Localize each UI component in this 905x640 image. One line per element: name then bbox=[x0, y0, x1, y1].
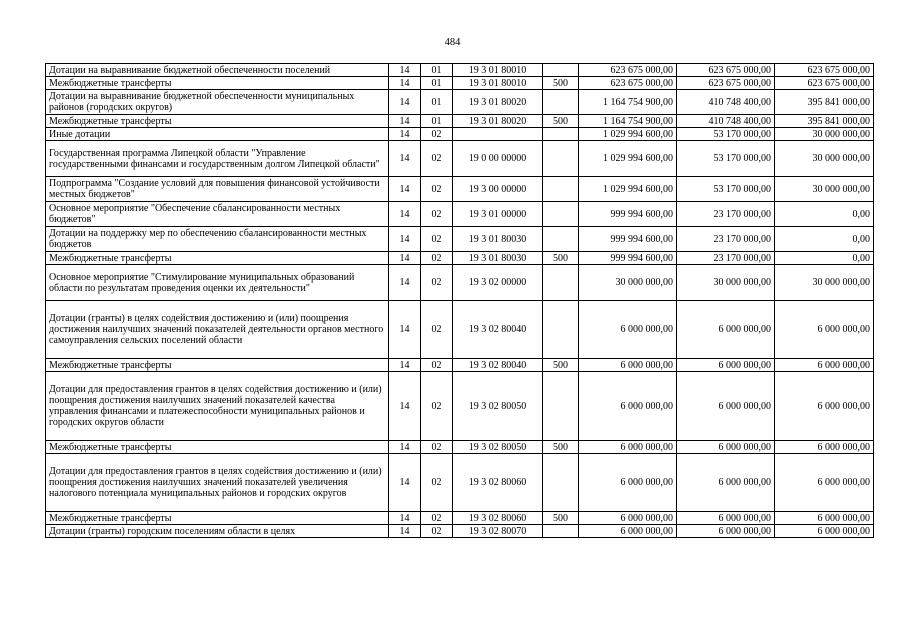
amount-year2-cell: 623 675 000,00 bbox=[677, 64, 775, 77]
table-row bbox=[46, 128, 874, 141]
row-name-cell: Межбюджетные трансферты bbox=[46, 441, 389, 454]
table-row bbox=[46, 64, 874, 77]
subsection-code-cell: 02 bbox=[421, 202, 453, 227]
row-name-cell: Дотации для предоставления грантов в целях содействия достижению и (или) поощрения достижения наилучших значений показателей увеличения налогового потенциала муниципальных районов и городских округов bbox=[46, 454, 389, 512]
target-article-cell: 19 3 02 80050 bbox=[453, 441, 543, 454]
section-code-cell: 14 bbox=[389, 441, 421, 454]
section-code-cell: 14 bbox=[389, 227, 421, 252]
subsection-code-cell: 01 bbox=[421, 64, 453, 77]
table-row bbox=[46, 359, 874, 372]
subsection-code-cell: 02 bbox=[421, 372, 453, 441]
table-row bbox=[46, 512, 874, 525]
subsection-code-cell: 02 bbox=[421, 512, 453, 525]
expense-type-cell bbox=[543, 64, 579, 77]
amount-year1-cell: 999 994 600,00 bbox=[579, 227, 677, 252]
amount-year2-cell: 6 000 000,00 bbox=[677, 301, 775, 359]
row-name-cell: Государственная программа Липецкой области "Управление государственными финансами и государственным долгом Липецкой области" bbox=[46, 141, 389, 177]
table-row bbox=[46, 77, 874, 90]
amount-year3-cell: 6 000 000,00 bbox=[775, 359, 874, 372]
amount-year1-cell: 6 000 000,00 bbox=[579, 525, 677, 538]
row-name-cell: Дотации для предоставления грантов в целях содействия достижению и (или) поощрения достижения наилучших значений показателей качества управления финансами и платежеспособности муниципальных районов и городских округов области bbox=[46, 372, 389, 441]
target-article-cell: 19 3 01 80010 bbox=[453, 77, 543, 90]
subsection-code-cell: 02 bbox=[421, 525, 453, 538]
expense-type-cell bbox=[543, 525, 579, 538]
subsection-code-cell: 01 bbox=[421, 90, 453, 115]
amount-year3-cell: 623 675 000,00 bbox=[775, 64, 874, 77]
table-row bbox=[46, 227, 874, 252]
section-code-cell: 14 bbox=[389, 115, 421, 128]
amount-year3-cell: 395 841 000,00 bbox=[775, 90, 874, 115]
amount-year1-cell: 1 029 994 600,00 bbox=[579, 128, 677, 141]
amount-year1-cell: 6 000 000,00 bbox=[579, 441, 677, 454]
expense-type-cell: 500 bbox=[543, 77, 579, 90]
amount-year2-cell: 6 000 000,00 bbox=[677, 512, 775, 525]
expense-type-cell bbox=[543, 177, 579, 202]
amount-year2-cell: 6 000 000,00 bbox=[677, 359, 775, 372]
target-article-cell: 19 3 02 80040 bbox=[453, 359, 543, 372]
table-row bbox=[46, 372, 874, 441]
expense-type-cell: 500 bbox=[543, 441, 579, 454]
expense-type-cell bbox=[543, 202, 579, 227]
amount-year2-cell: 410 748 400,00 bbox=[677, 115, 775, 128]
subsection-code-cell: 01 bbox=[421, 115, 453, 128]
amount-year1-cell: 6 000 000,00 bbox=[579, 512, 677, 525]
row-name-cell: Дотации на выравнивание бюджетной обеспеченности муниципальных районов (городских округов) bbox=[46, 90, 389, 115]
budget-table bbox=[45, 63, 874, 538]
amount-year3-cell: 6 000 000,00 bbox=[775, 372, 874, 441]
amount-year3-cell: 0,00 bbox=[775, 202, 874, 227]
subsection-code-cell: 02 bbox=[421, 227, 453, 252]
amount-year2-cell: 623 675 000,00 bbox=[677, 77, 775, 90]
row-name-cell: Межбюджетные трансферты bbox=[46, 359, 389, 372]
section-code-cell: 14 bbox=[389, 177, 421, 202]
amount-year3-cell: 30 000 000,00 bbox=[775, 128, 874, 141]
row-name-cell: Иные дотации bbox=[46, 128, 389, 141]
amount-year2-cell: 6 000 000,00 bbox=[677, 441, 775, 454]
expense-type-cell: 500 bbox=[543, 115, 579, 128]
subsection-code-cell: 02 bbox=[421, 141, 453, 177]
table-row bbox=[46, 141, 874, 177]
subsection-code-cell: 02 bbox=[421, 301, 453, 359]
row-name-cell: Межбюджетные трансферты bbox=[46, 252, 389, 265]
row-name-cell: Межбюджетные трансферты bbox=[46, 115, 389, 128]
expense-type-cell: 500 bbox=[543, 359, 579, 372]
row-name-cell: Межбюджетные трансферты bbox=[46, 512, 389, 525]
amount-year1-cell: 623 675 000,00 bbox=[579, 77, 677, 90]
target-article-cell: 19 3 01 80030 bbox=[453, 252, 543, 265]
expense-type-cell bbox=[543, 90, 579, 115]
target-article-cell: 19 3 01 80010 bbox=[453, 64, 543, 77]
amount-year3-cell: 6 000 000,00 bbox=[775, 512, 874, 525]
table-row bbox=[46, 252, 874, 265]
amount-year1-cell: 999 994 600,00 bbox=[579, 252, 677, 265]
target-article-cell: 19 3 01 80020 bbox=[453, 90, 543, 115]
subsection-code-cell: 01 bbox=[421, 77, 453, 90]
amount-year3-cell: 0,00 bbox=[775, 227, 874, 252]
row-name-cell: Межбюджетные трансферты bbox=[46, 77, 389, 90]
table-row bbox=[46, 265, 874, 301]
budget-table-body bbox=[46, 64, 874, 538]
target-article-cell: 19 0 00 00000 bbox=[453, 141, 543, 177]
table-row bbox=[46, 90, 874, 115]
expense-type-cell bbox=[543, 301, 579, 359]
target-article-cell: 19 3 02 00000 bbox=[453, 265, 543, 301]
amount-year3-cell: 0,00 bbox=[775, 252, 874, 265]
section-code-cell: 14 bbox=[389, 359, 421, 372]
table-row bbox=[46, 202, 874, 227]
amount-year2-cell: 23 170 000,00 bbox=[677, 202, 775, 227]
target-article-cell: 19 3 01 80030 bbox=[453, 227, 543, 252]
amount-year1-cell: 6 000 000,00 bbox=[579, 301, 677, 359]
row-name-cell: Основное мероприятие "Обеспечение сбалансированности местных бюджетов" bbox=[46, 202, 389, 227]
target-article-cell: 19 3 00 00000 bbox=[453, 177, 543, 202]
amount-year1-cell: 1 029 994 600,00 bbox=[579, 177, 677, 202]
target-article-cell bbox=[453, 128, 543, 141]
target-article-cell: 19 3 01 80020 bbox=[453, 115, 543, 128]
row-name-cell: Подпрограмма "Создание условий для повышения финансовой устойчивости местных бюджетов" bbox=[46, 177, 389, 202]
table-row bbox=[46, 177, 874, 202]
section-code-cell: 14 bbox=[389, 265, 421, 301]
amount-year1-cell: 1 164 754 900,00 bbox=[579, 90, 677, 115]
row-name-cell: Основное мероприятие "Стимулирование муниципальных образований области по результатам проведения оценки их деятельности" bbox=[46, 265, 389, 301]
amount-year3-cell: 6 000 000,00 bbox=[775, 301, 874, 359]
amount-year2-cell: 6 000 000,00 bbox=[677, 372, 775, 441]
target-article-cell: 19 3 02 80060 bbox=[453, 454, 543, 512]
expense-type-cell bbox=[543, 454, 579, 512]
amount-year3-cell: 623 675 000,00 bbox=[775, 77, 874, 90]
subsection-code-cell: 02 bbox=[421, 252, 453, 265]
target-article-cell: 19 3 02 80060 bbox=[453, 512, 543, 525]
section-code-cell: 14 bbox=[389, 77, 421, 90]
section-code-cell: 14 bbox=[389, 252, 421, 265]
row-name-cell: Дотации (гранты) в целях содействия достижению и (или) поощрения достижения наилучших значений показателей деятельности органов местного самоуправления сельских поселений области bbox=[46, 301, 389, 359]
amount-year1-cell: 6 000 000,00 bbox=[579, 372, 677, 441]
subsection-code-cell: 02 bbox=[421, 441, 453, 454]
amount-year1-cell: 6 000 000,00 bbox=[579, 454, 677, 512]
amount-year3-cell: 30 000 000,00 bbox=[775, 265, 874, 301]
amount-year2-cell: 53 170 000,00 bbox=[677, 141, 775, 177]
target-article-cell: 19 3 01 00000 bbox=[453, 202, 543, 227]
subsection-code-cell: 02 bbox=[421, 177, 453, 202]
target-article-cell: 19 3 02 80050 bbox=[453, 372, 543, 441]
row-name-cell: Дотации (гранты) городским поселениям области в целях bbox=[46, 525, 389, 538]
amount-year3-cell: 6 000 000,00 bbox=[775, 525, 874, 538]
amount-year2-cell: 23 170 000,00 bbox=[677, 227, 775, 252]
amount-year2-cell: 6 000 000,00 bbox=[677, 454, 775, 512]
section-code-cell: 14 bbox=[389, 90, 421, 115]
subsection-code-cell: 02 bbox=[421, 128, 453, 141]
amount-year1-cell: 623 675 000,00 bbox=[579, 64, 677, 77]
section-code-cell: 14 bbox=[389, 454, 421, 512]
section-code-cell: 14 bbox=[389, 202, 421, 227]
expense-type-cell bbox=[543, 128, 579, 141]
amount-year2-cell: 410 748 400,00 bbox=[677, 90, 775, 115]
amount-year3-cell: 6 000 000,00 bbox=[775, 441, 874, 454]
section-code-cell: 14 bbox=[389, 525, 421, 538]
amount-year1-cell: 6 000 000,00 bbox=[579, 359, 677, 372]
amount-year2-cell: 23 170 000,00 bbox=[677, 252, 775, 265]
table-row bbox=[46, 441, 874, 454]
subsection-code-cell: 02 bbox=[421, 359, 453, 372]
amount-year1-cell: 999 994 600,00 bbox=[579, 202, 677, 227]
expense-type-cell bbox=[543, 265, 579, 301]
target-article-cell: 19 3 02 80070 bbox=[453, 525, 543, 538]
amount-year2-cell: 6 000 000,00 bbox=[677, 525, 775, 538]
subsection-code-cell: 02 bbox=[421, 265, 453, 301]
expense-type-cell bbox=[543, 227, 579, 252]
section-code-cell: 14 bbox=[389, 128, 421, 141]
expense-type-cell bbox=[543, 372, 579, 441]
table-row bbox=[46, 115, 874, 128]
table-row bbox=[46, 525, 874, 538]
expense-type-cell: 500 bbox=[543, 512, 579, 525]
amount-year1-cell: 30 000 000,00 bbox=[579, 265, 677, 301]
row-name-cell: Дотации на выравнивание бюджетной обеспеченности поселений bbox=[46, 64, 389, 77]
amount-year2-cell: 53 170 000,00 bbox=[677, 177, 775, 202]
subsection-code-cell: 02 bbox=[421, 454, 453, 512]
table-row bbox=[46, 301, 874, 359]
row-name-cell: Дотации на поддержку мер по обеспечению сбалансированности местных бюджетов bbox=[46, 227, 389, 252]
section-code-cell: 14 bbox=[389, 64, 421, 77]
target-article-cell: 19 3 02 80040 bbox=[453, 301, 543, 359]
amount-year3-cell: 395 841 000,00 bbox=[775, 115, 874, 128]
amount-year3-cell: 30 000 000,00 bbox=[775, 141, 874, 177]
amount-year3-cell: 30 000 000,00 bbox=[775, 177, 874, 202]
section-code-cell: 14 bbox=[389, 301, 421, 359]
table-row bbox=[46, 454, 874, 512]
amount-year3-cell: 6 000 000,00 bbox=[775, 454, 874, 512]
amount-year1-cell: 1 029 994 600,00 bbox=[579, 141, 677, 177]
expense-type-cell: 500 bbox=[543, 252, 579, 265]
section-code-cell: 14 bbox=[389, 141, 421, 177]
section-code-cell: 14 bbox=[389, 372, 421, 441]
page-number: 484 bbox=[444, 37, 461, 48]
amount-year2-cell: 30 000 000,00 bbox=[677, 265, 775, 301]
amount-year2-cell: 53 170 000,00 bbox=[677, 128, 775, 141]
amount-year1-cell: 1 164 754 900,00 bbox=[579, 115, 677, 128]
expense-type-cell bbox=[543, 141, 579, 177]
section-code-cell: 14 bbox=[389, 512, 421, 525]
